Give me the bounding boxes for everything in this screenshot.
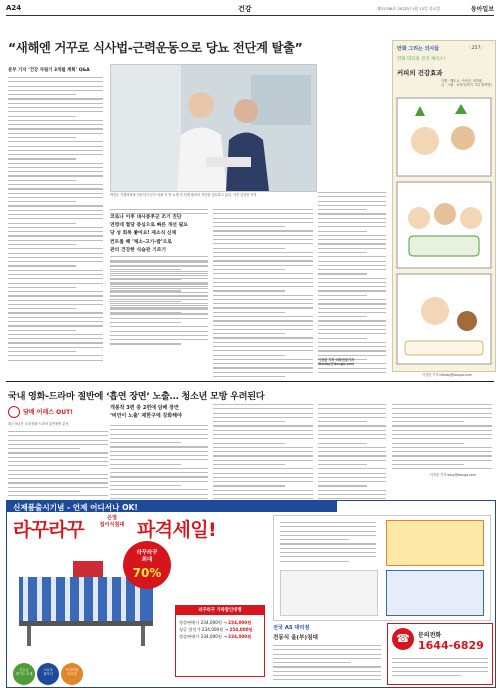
photo-caption: 박진수 가정의학과 전문의가 본부 어린 이 당 뇨병 전 단계 환자의 식단을 검토하고 있다. 사진 김상진 기자: [110, 193, 257, 197]
subhead-line: 코로나 이후 대사증후군 조기 진단: [110, 215, 182, 220]
subhead-line: 관리 건강한 식습관 기르기: [110, 247, 166, 253]
price-sale: 234,000원: [228, 620, 252, 625]
price-row: 정상판매가 234,000원 → 234,000원: [179, 634, 252, 639]
comic-credit: 기획 · 해도오, 이어진, 정지원 글 · 그림 · 코상이(하이 기록 영역연): [441, 79, 492, 88]
dealer-list: [273, 645, 381, 684]
promo-percentage: 70%: [132, 566, 162, 580]
price-label: 싱글 할인가: [179, 627, 201, 632]
no-smoking-icon: [8, 406, 20, 418]
subhead-line: 당 성 회복 좋아요! 제소식 신체: [110, 231, 177, 237]
sidebar-title: 담배 어레스 OUT!: [23, 409, 73, 416]
contact-box[interactable]: [387, 623, 493, 685]
feature-headline: “새해엔 거꾸로 식사법-근력운동으로 당뇨 전단계 탈출”: [8, 40, 303, 55]
price-list: [179, 619, 261, 640]
headline-rule: [6, 26, 386, 27]
advertisement: [6, 500, 496, 688]
section-divider: [6, 381, 494, 382]
contact-details: [392, 658, 488, 679]
subhead-line: 컨트롤 해 ‘체소-고기-밥’으로: [110, 239, 172, 245]
pull-quote: 개봉작 3편 중 2편에 담배 장면 ‘비만이 노출’ 제한구에 강화해야: [110, 405, 182, 419]
issue-date: 제31336호 2022년 1월 12일 목요일: [376, 6, 440, 11]
contact-phone[interactable]: 1644-6829: [418, 639, 484, 652]
badge-2: 스포츠 접이식: [37, 663, 59, 685]
promo-circle: [123, 541, 171, 589]
contact-label: 문의전화: [418, 632, 442, 639]
price-row: 정상판매가 234,000원 → 234,000원: [179, 620, 252, 625]
article-column-7: [213, 404, 313, 515]
comic-subtitle: 만화 닥터의 진지 케이스!: [397, 57, 446, 62]
comic-series-title: 만화 그리는 의사들: [397, 46, 440, 52]
article-column-2b: [110, 262, 208, 348]
badge-3: 프리미엄 리모콘: [61, 663, 83, 685]
comic-panel: [392, 40, 496, 372]
price-box-title: 라꾸라꾸 가족할인대행: [176, 606, 264, 615]
qa-label: 분부 기자 ‘건강 자림기 3개월 계획’ Q&A: [8, 68, 90, 73]
sidebar-header: [8, 404, 110, 420]
ad-tag: 온열 접이식침대: [99, 515, 125, 528]
price-regular: 234,000원: [200, 634, 222, 639]
comic-title: 커피의 건강효과: [397, 69, 443, 77]
newspaper-name: 동아일보: [470, 6, 494, 13]
price-regular: 234,000원: [200, 620, 222, 625]
feature-byline: 이진한 기자·의학전문기자 likeday@donga.com: [318, 358, 355, 367]
article-column-4: [318, 192, 386, 376]
article-column-8: [318, 404, 386, 515]
price-sale: 234,000원: [228, 634, 252, 639]
subhead-box: [110, 214, 208, 255]
second-headline: 국내 영화-드라마 절반에 ‘흡연 장면’ 노출… 청소년 모방 우려된다: [8, 391, 265, 402]
doctor-photo: [110, 64, 317, 192]
ad-brand: 라꾸라꾸: [13, 519, 85, 541]
dealer-name: 전동식 올(부)침대: [273, 635, 318, 641]
ad-product-image: [386, 570, 484, 616]
ad-callout: [386, 520, 484, 566]
ad-product-image: [280, 570, 378, 616]
price-sale: 254,000원: [229, 627, 253, 632]
price-box: [175, 605, 265, 677]
promo-circle-text: 라꾸라꾸 최대: [136, 550, 158, 563]
ad-sale-text: 파격세일!: [137, 519, 217, 541]
sidebar-subtitle: 최근 5년간 국내 영화·드라마 흡연장면 분석: [8, 422, 69, 426]
page-number: A24: [6, 4, 22, 12]
ad-banner: 신제품출시기념 - 언제 어디서나 OK!: [13, 503, 138, 512]
second-byline: 이지운 기자 easy@donga.com: [430, 473, 476, 477]
comic-byline: 이진한 기자 likeday@donga.com: [422, 373, 472, 377]
article-column-9: [392, 404, 492, 473]
subhead-line: 연령대 혈당 중심으로 빠른 개선 필요: [110, 223, 188, 229]
dealer-title: 전국 AS 대리점: [273, 625, 310, 631]
phone-icon: ☎: [392, 628, 414, 650]
article-column-1: [8, 77, 103, 364]
badge-1: 특등급 경기도 소재: [13, 663, 35, 685]
section-title: 건강: [238, 5, 252, 13]
price-label: 정상판매가: [179, 620, 200, 625]
price-row: 싱글 할인가 234,000원 → 254,000원: [179, 627, 253, 632]
comic-issue: 〈257〉: [467, 46, 485, 51]
price-label: 정상판매가: [179, 634, 200, 639]
feature-badges: [13, 663, 83, 685]
ad-copy-1: [280, 522, 376, 565]
comic-illustration: [395, 96, 493, 368]
ad-product-grid: [273, 515, 491, 621]
article-column-6: [110, 425, 208, 511]
masthead: [6, 3, 494, 16]
price-regular: 234,000원: [201, 627, 224, 632]
article-column-3: [213, 209, 313, 380]
